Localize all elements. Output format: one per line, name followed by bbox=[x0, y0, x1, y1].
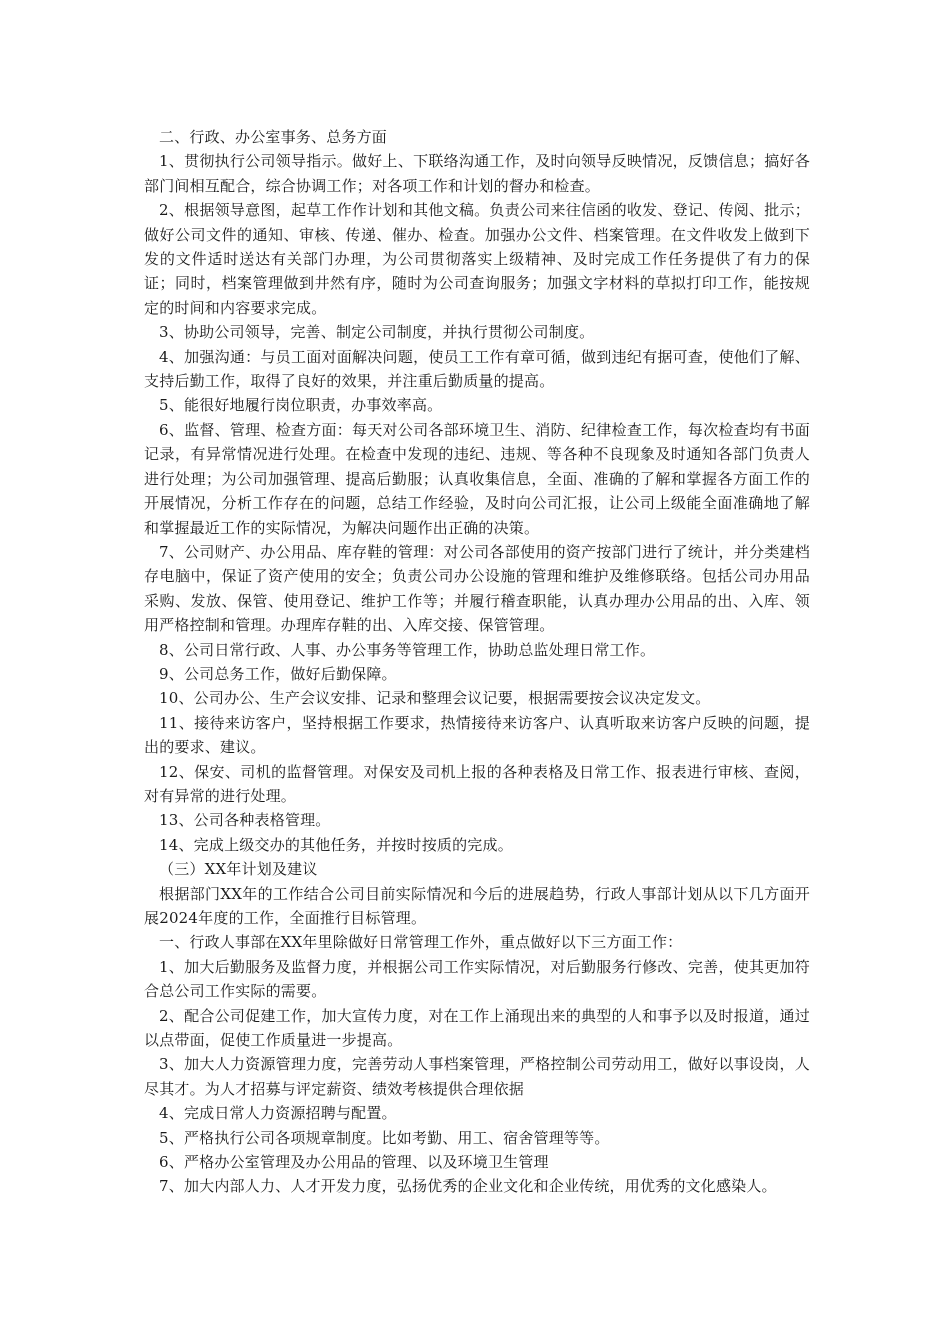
paragraph-item-12: 12、保安、司机的监督管理。对保安及司机上报的各种表格及日常工作、报表进行审核、查阅，对有异常的进行处理。 bbox=[144, 762, 810, 805]
paragraph-plan-6: 6、严格办公室管理及办公用品的管理、以及环境卫生管理 bbox=[159, 1153, 549, 1172]
paragraph-plan-5: 5、严格执行公司各项规章制度。比如考勤、用工、宿舍管理等等。 bbox=[159, 1128, 610, 1147]
section-heading-plan: （三）XX年计划及建议 bbox=[159, 860, 318, 879]
paragraph-item-13: 13、公司各种表格管理。 bbox=[159, 811, 331, 830]
paragraph-plan-2: 2、配合公司促建工作，加大宣传力度，对在工作上涌现出来的典型的人和事予以及时报道，通过以点带面，促使工作质量进一步提高。 bbox=[144, 1006, 810, 1050]
paragraph-plan-7: 7、加大内部人力、人才开发力度，弘扬优秀的企业文化和企业传统，用优秀的文化感染人。 bbox=[159, 1177, 777, 1196]
paragraph-item-3: 3、协助公司领导，完善、制定公司制度，并执行贯彻公司制度。 bbox=[159, 323, 595, 342]
paragraph-item-2: 2、根据领导意图，起草工作作计划和其他文稿。负责公司来往信函的收发、登记、传阅、批示；做好公司文件的通知、审核、传递、催办、检查。加强办公文件、档案管理。在文件收发上做到下发的文件适时送达有关部门办理，为公司贯彻落实上级精神、及时完成工作任务提供了有力的保证；同时，档案管理做到井然有序，随时为公司查询服务；加强文字材料的草拟打印工作，能按规定的时间和内容要求完成。 bbox=[144, 201, 810, 317]
paragraph-item-8: 8、公司日常行政、人事、办公事务等管理工作，协助总监处理日常工作。 bbox=[159, 640, 656, 659]
paragraph-plan-intro: 根据部门XX年的工作结合公司目前实际情况和今后的进展趋势，行政人事部计划从以下几方面开展2024年度的工作，全面推行目标管理。 bbox=[144, 884, 810, 927]
paragraph-item-14: 14、完成上级交办的其他任务，并按时按质的完成。 bbox=[159, 835, 513, 854]
paragraph-plan-1: 1、加大后勤服务及监督力度，并根据公司工作实际情况，对后勤服务行修改、完善，使其更加符合总公司工作实际的需要。 bbox=[144, 957, 810, 1001]
paragraph-item-9: 9、公司总务工作，做好后勤保障。 bbox=[159, 664, 397, 683]
document-body bbox=[144, 125, 810, 1199]
paragraph-item-6: 6、监督、管理、检查方面：每天对公司各部环境卫生、消防、纪律检查工作，每次检查均有书面记录，有异常情况进行处理。在检查中发现的违纪、违规、等各种不良现象及时通知各部门负责人进行处理；为公司加强管理、提高后勤服；认真收集信息，全面、准确的了解和掌握各方面工作的开展情况，分析工作存在的问题，总结工作经验，及时向公司汇报，让公司上级能全面准确地了解和掌握最近工作的实际情况，为解决问题作出正确的决策。 bbox=[144, 420, 810, 537]
section-heading-admin: 二、行政、办公室事务、总务方面 bbox=[159, 128, 388, 146]
paragraph-item-4: 4、加强沟通：与员工面对面解决问题，使员工工作有章可循，做到违纪有据可查，使他们了解、支持后勤工作，取得了良好的效果，并注重后勤质量的提高。 bbox=[144, 347, 810, 391]
paragraph-plan-focus: 一、行政人事部在XX年里除做好日常管理工作外，重点做好以下三方面工作： bbox=[159, 933, 683, 952]
paragraph-item-10: 10、公司办公、生产会议安排、记录和整理会议记要，根据需要按会议决定发文。 bbox=[159, 689, 711, 708]
paragraph-item-1: 1、贯彻执行公司领导指示。做好上、下联络沟通工作，及时向领导反映情况，反馈信息；搞好各部门间相互配合，综合协调工作；对各项工作和计划的督办和检查。 bbox=[144, 152, 810, 195]
paragraph-item-7: 7、公司财产、办公用品、库存鞋的管理：对公司各部使用的资产按部门进行了统计，并分类建档存电脑中，保证了资产使用的安全；负责公司办公设施的管理和维护及维修联络。包括公司办用品采购、发放、保管、使用登记、维护工作等；并履行稽查职能，认真办理办公用品的出、入库、领用严格控制和管理。办理库存鞋的出、入库交接、保管管理。 bbox=[144, 542, 810, 635]
paragraph-plan-3: 3、加大人力资源管理力度，完善劳动人事档案管理，严格控制公司劳动用工，做好以事设岗，人尽其才。为人才招募与评定薪资、绩效考核提供合理依据 bbox=[144, 1055, 810, 1098]
paragraph-plan-4: 4、完成日常人力资源招聘与配置。 bbox=[159, 1104, 397, 1123]
paragraph-item-5: 5、能很好地履行岗位职责，办事效率高。 bbox=[159, 396, 443, 415]
paragraph-item-11: 11、接待来访客户，坚持根据工作要求，热情接待来访客户、认真听取来访客户反映的问题，提出的要求、建议。 bbox=[144, 713, 810, 757]
